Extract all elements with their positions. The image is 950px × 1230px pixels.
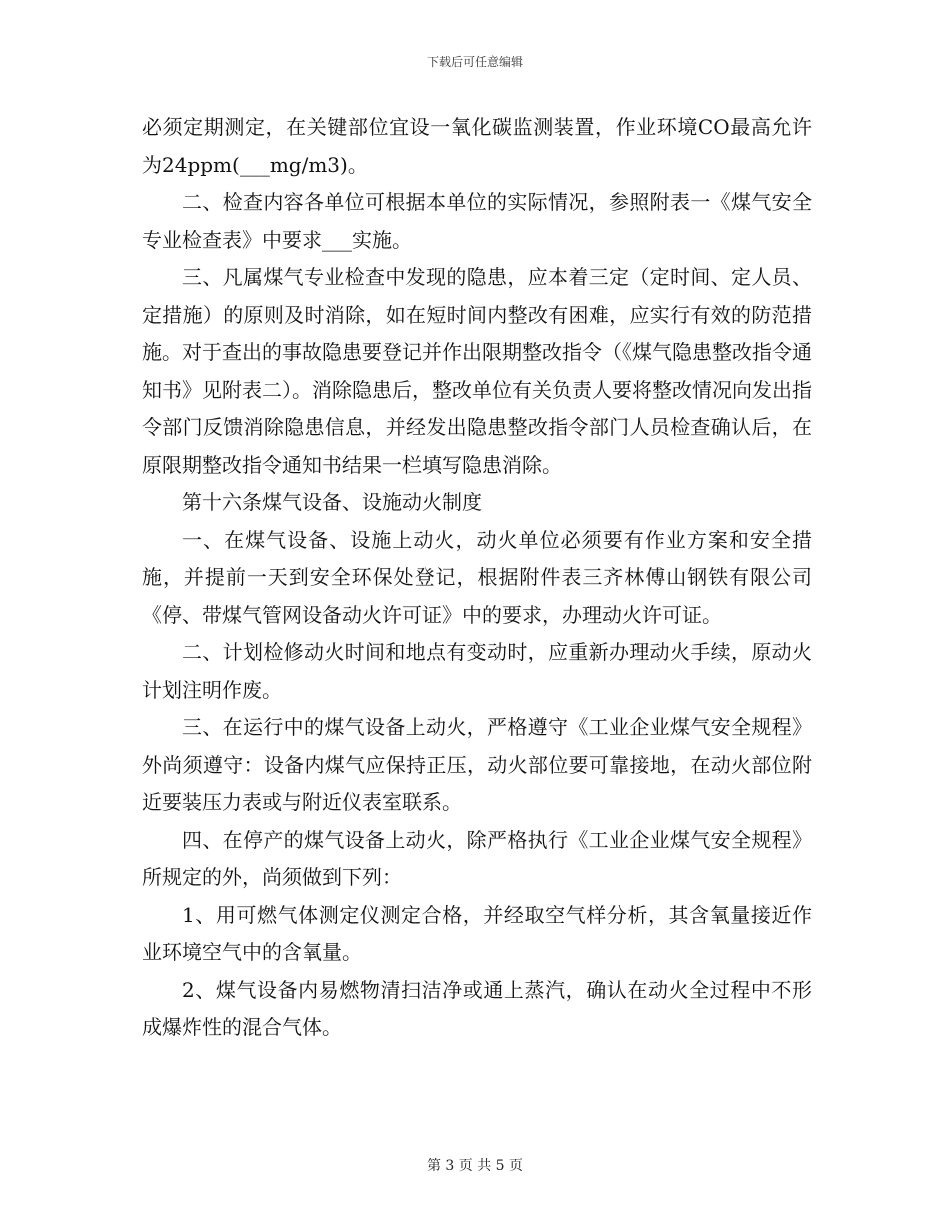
paragraph-hazard-elimination: 三、凡属煤气专业检查中发现的隐患，应本着三定（定时间、定人员、定措施）的原则及时消除，如在短时间内整改有困难，应实行有效的防范措施。对于查出的事故隐患要登记并作出限期整改指令（《煤气隐患整改指令通知书》见附表二）。消除隐患后，整改单位有关负责人要将整改情况向发出指令部门反馈消除隐患信息，并经发出隐患整改指令部门人员检查确认后，在原限期整改指令通知书结果一栏填写隐患消除。 [142,265,812,477]
page-number: 第 3 页 共 5 页 [426,1158,524,1174]
paragraph-stopped-equipment: 四、在停产的煤气设备上动火，除严格执行《工业企业煤气安全规程》所规定的外，尚须做到下列： [142,827,812,889]
page-header: 下载后可任意编辑 [426,55,523,69]
list-item-cleaning: 2、煤气设备内易燃物清扫洁净或通上蒸汽，确认在动火全过程中不形成爆炸性的混合气体。 [142,977,812,1039]
section-heading-article-16: 第十六条煤气设备、设施动火制度 [182,490,482,514]
paragraph-inspection-content: 二、检查内容各单位可根据本单位的实际情况，参照附表一《煤气安全专业检查表》中要求___实施。 [142,190,812,252]
document-body [142,109,812,1047]
paragraph-hot-work-permit: 一、在煤气设备、设施上动火，动火单位必须要有作业方案和安全措施，并提前一天到安全环保处登记，根据附件表三齐林傅山钢铁有限公司《停、带煤气管网设备动火许可证》中的要求，办理动火许可证。 [142,527,812,627]
paragraph-continuation: 必须定期测定，在关键部位宜设一氧化碳监测装置，作业环境CO最高允许为24ppm(___mg/m3)。 [142,115,812,177]
paragraph-running-equipment: 三、在运行中的煤气设备上动火，严格遵守《工业企业煤气安全规程》外尚须遵守：设备内煤气应保持正压，动火部位要可靠接地，在动火部位附近要装压力表或与附近仪表室联系。 [142,715,812,814]
paragraph-schedule-change: 二、计划检修动火时间和地点有变动时，应重新办理动火手续，原动火计划注明作废。 [142,640,812,702]
list-item-gas-test: 1、用可燃气体测定仪测定合格，并经取空气样分析，其含氧量接近作业环境空气中的含氧量。 [142,902,812,964]
